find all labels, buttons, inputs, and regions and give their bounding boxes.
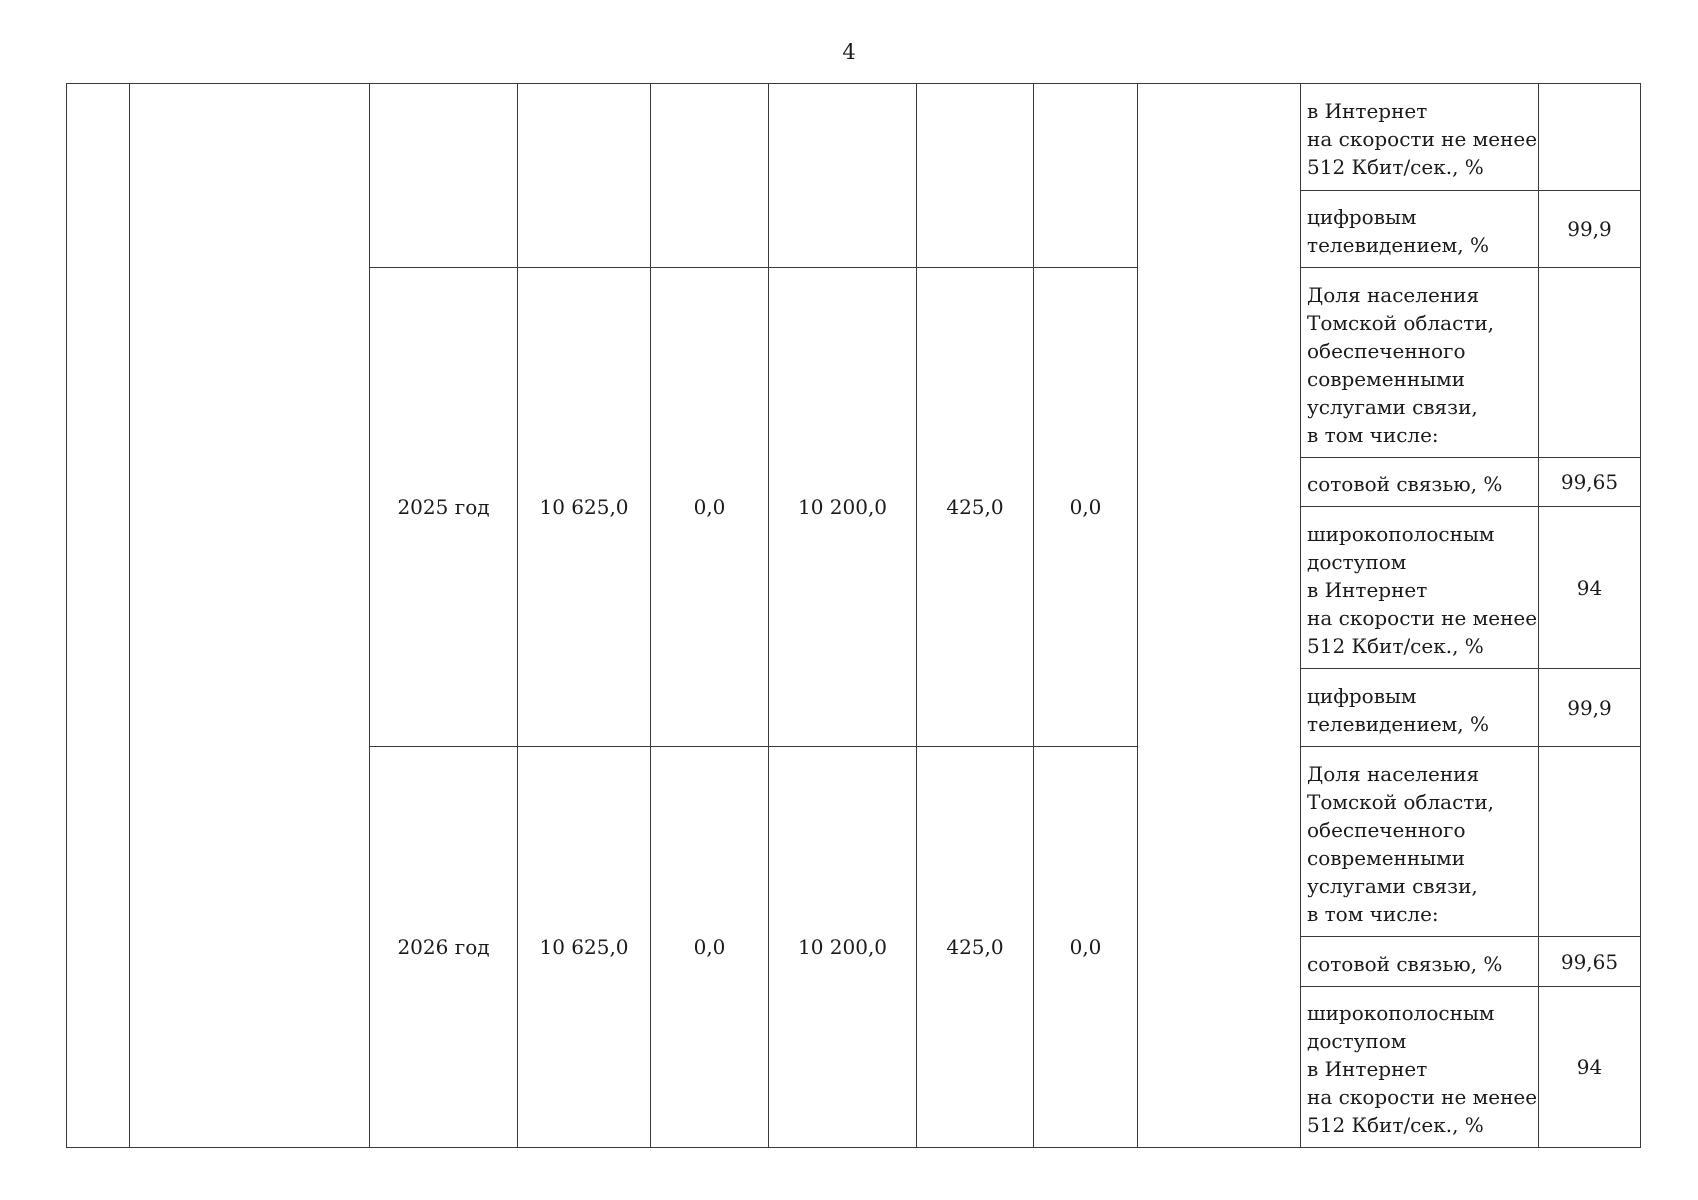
number-cell [67,84,130,1148]
federal-budget-cell: 0,0 [651,268,769,747]
total-cell: 10 625,0 [518,747,651,1148]
indicator-name: в Интернет на скорости не менее 512 Кбит/сек., % [1301,84,1539,191]
local-budget-cell [917,84,1034,268]
extra-budget-cell [1034,84,1138,268]
year-cell [370,84,518,268]
indicator-name: цифровым телевидением, % [1301,191,1539,268]
indicator-value [1539,84,1641,191]
table-row [67,84,1641,191]
regional-budget-cell [769,84,917,268]
extra-budget-cell: 0,0 [1034,747,1138,1148]
indicator-value: 99,9 [1539,669,1641,747]
indicator-value: 99,65 [1539,937,1641,987]
regional-budget-cell: 10 200,0 [769,747,917,1148]
extra-budget-cell: 0,0 [1034,268,1138,747]
indicator-value [1539,268,1641,458]
local-budget-cell: 425,0 [917,268,1034,747]
indicator-name: сотовой связью, % [1301,937,1539,987]
executor-cell [1138,84,1301,1148]
indicator-value: 94 [1539,507,1641,669]
total-cell [518,84,651,268]
program-financing-table [66,83,1641,1148]
regional-budget-cell: 10 200,0 [769,268,917,747]
indicator-value: 94 [1539,987,1641,1148]
indicator-value: 99,9 [1539,191,1641,268]
indicator-value: 99,65 [1539,458,1641,507]
indicator-name: цифровым телевидением, % [1301,669,1539,747]
local-budget-cell: 425,0 [917,747,1034,1148]
page-number: 4 [842,40,856,64]
indicator-name: Доля населения Томской области, обеспеченного современными услугами связи, в том числе: [1301,747,1539,937]
total-cell: 10 625,0 [518,268,651,747]
indicator-value [1539,747,1641,937]
federal-budget-cell [651,84,769,268]
indicator-name: широкополосным доступом в Интернет на скорости не менее 512 Кбит/сек., % [1301,987,1539,1148]
federal-budget-cell: 0,0 [651,747,769,1148]
indicator-name: сотовой связью, % [1301,458,1539,507]
year-cell: 2026 год [370,747,518,1148]
indicator-name: широкополосным доступом в Интернет на скорости не менее 512 Кбит/сек., % [1301,507,1539,669]
year-cell: 2025 год [370,268,518,747]
indicator-name: Доля населения Томской области, обеспеченного современными услугами связи, в том числе: [1301,268,1539,458]
name-cell [130,84,370,1148]
